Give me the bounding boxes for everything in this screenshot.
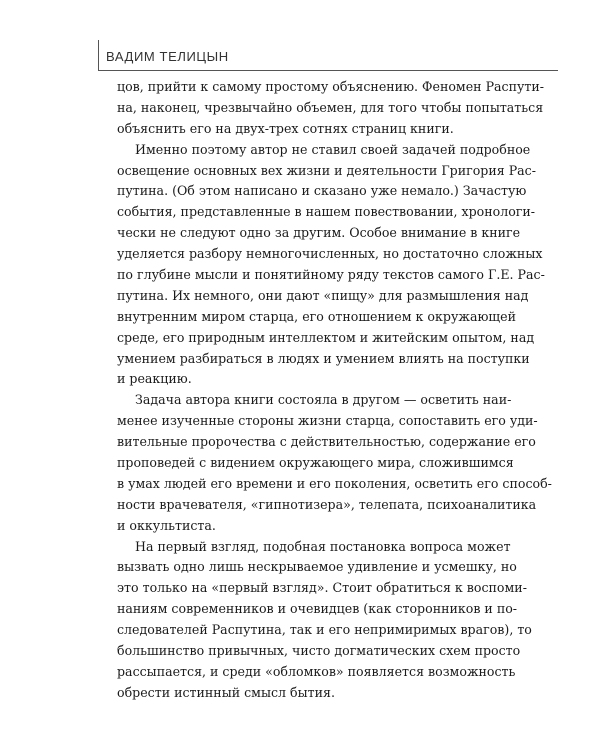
text-line: чески не следуют одно за другим. Особое внимание в книге <box>117 225 521 241</box>
header-horizontal-rule <box>98 70 558 71</box>
text-line: уделяется разбору немногочисленных, но достаточно сложных <box>117 246 543 262</box>
text-line: события, представленные в нашем повествовании, хронологи- <box>117 204 536 220</box>
text-line: проповедей с видением окружающего мира, сложившимся <box>117 455 514 471</box>
text-line: Именно поэтому автор не ставил своей задачей подробное <box>135 141 531 157</box>
paragraph-3 <box>117 390 552 536</box>
text-line: обрести истинный смысл бытия. <box>117 684 335 700</box>
text-line: путина. Их немного, они дают «пищу» для размышления над <box>117 287 529 303</box>
text-line: и реакцию. <box>117 371 192 387</box>
text-line: большинство привычных, чисто догматических схем просто <box>117 643 521 659</box>
text-line: и оккультиста. <box>117 517 216 533</box>
text-line: по глубине мысли и понятийному ряду текстов самого Г.Е. Рас- <box>117 267 545 283</box>
header-vertical-rule <box>98 40 99 70</box>
text-line: путина. (Об этом написано и сказано уже немало.) Зачастую <box>117 183 527 199</box>
text-line: это только на «первый взгляд». Стоит обратиться к воспоми- <box>117 580 527 596</box>
text-line: среде, его природным интеллектом и житейским опытом, над <box>117 329 535 345</box>
text-line: На первый взгляд, подобная постановка вопроса может <box>135 538 511 554</box>
text-line: цов, прийти к самому простому объяснению. Феномен Распути- <box>117 79 545 94</box>
text-line: Задача автора книги состояла в другом — осветить наи- <box>135 392 512 408</box>
text-line: объяснить его на двух-трех сотнях страниц книги. <box>117 120 454 136</box>
text-line: внутренним миром старца, его отношением к окружающей <box>117 308 516 324</box>
text-line: наниям современников и очевидцев (как сторонников и по- <box>117 601 518 617</box>
paragraph-2 <box>117 140 545 391</box>
running-head: ВАДИМ ТЕЛИЦЫН <box>106 49 229 64</box>
text-line: освещение основных вех жизни и деятельности Григория Рас- <box>117 162 536 178</box>
text-line: ности врачевателя, «гипнотизера», телепата, психоаналитика <box>117 496 537 512</box>
text-line: на, наконец, чрезвычайно объемен, для того чтобы попытаться <box>117 99 544 115</box>
text-line: вызвать одно лишь нескрываемое удивление и усмешку, но <box>117 559 517 575</box>
text-line: следователей Распутина, так и его непримиримых врагов), то <box>117 622 532 638</box>
text-line: менее изученные стороны жизни старца, сопоставить его уди- <box>117 413 538 429</box>
text-line: рассыпается, и среди «обломков» появляется возможность <box>117 663 516 679</box>
text-line: в умах людей его времени и его поколения, осветить его способ- <box>117 475 552 491</box>
body-text <box>117 77 552 704</box>
text-line: умением разбираться в людях и умением влиять на поступки <box>117 350 530 366</box>
paragraph-4 <box>117 537 532 704</box>
paragraph-1 <box>117 77 545 140</box>
text-line: вительные пророчества с действительностью, содержание его <box>117 434 536 450</box>
